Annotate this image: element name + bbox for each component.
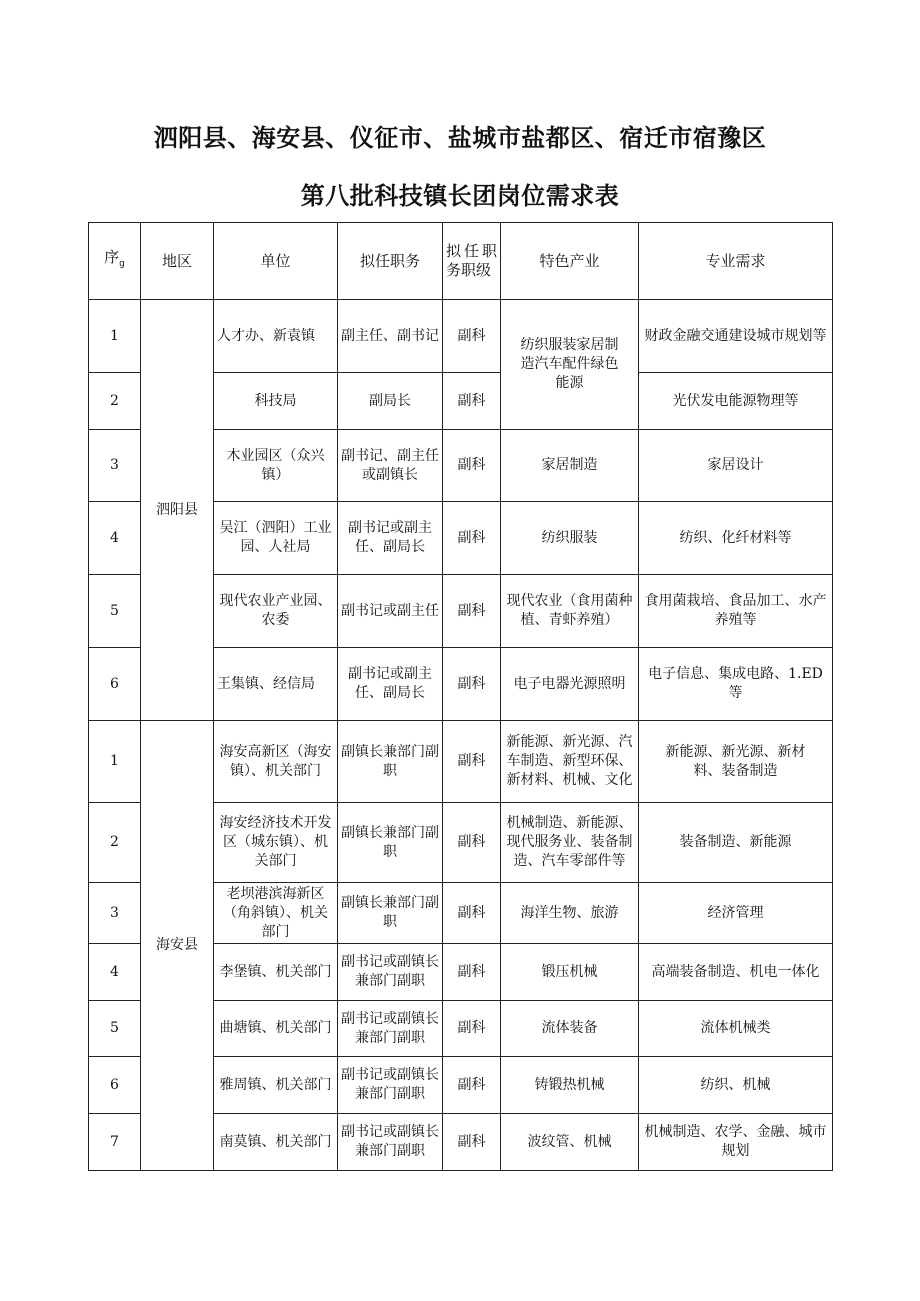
header-unit: 单位 <box>214 223 338 300</box>
header-region: 地区 <box>141 223 214 300</box>
cell-post: 副书记或副镇长兼部门副职 <box>338 944 443 1001</box>
cell-level: 副科 <box>443 721 501 803</box>
title-line-2: 第八批科技镇长团岗位需求表 <box>300 182 620 210</box>
cell-industry: 电子电器光源照明 <box>501 648 639 721</box>
cell-post: 副主任、副书记 <box>338 300 443 373</box>
cell-post: 副书记或副镇长兼部门副职 <box>338 1057 443 1114</box>
cell-post: 副书记、副主任或副镇长 <box>338 430 443 502</box>
title-line-1: 泗阳县、海安县、仪征市、盐城市盐都区、宿迁市宿豫区 <box>153 124 767 152</box>
cell-unit: 曲塘镇、机关部门 <box>214 1001 338 1057</box>
table-row <box>89 721 833 803</box>
cell-seq: 2 <box>89 803 141 883</box>
cell-seq: 3 <box>89 883 141 944</box>
cell-seq: 4 <box>89 944 141 1001</box>
cell-industry: 纺织服装家居制造汽车配件绿色能源 <box>501 300 639 430</box>
cell-post: 副书记或副镇长兼部门副职 <box>338 1114 443 1171</box>
cell-seq: 4 <box>89 502 141 575</box>
cell-unit: 人才办、新袁镇 <box>214 300 338 373</box>
cell-post: 副镇长兼部门副职 <box>338 721 443 803</box>
cell-seq: 5 <box>89 575 141 648</box>
cell-unit: 王集镇、经信局 <box>214 648 338 721</box>
cell-seq: 1 <box>89 300 141 373</box>
cell-level: 副科 <box>443 648 501 721</box>
header-level: 拟任职务职级 <box>443 223 501 300</box>
cell-need: 纺织、机械 <box>639 1057 833 1114</box>
cell-need: 经济管理 <box>639 883 833 944</box>
cell-unit: 吴江（泗阳）工业园、人社局 <box>214 502 338 575</box>
cell-industry: 海洋生物、旅游 <box>501 883 639 944</box>
cell-post: 副书记或副主任、副局长 <box>338 502 443 575</box>
cell-level: 副科 <box>443 803 501 883</box>
header-row <box>89 223 833 300</box>
cell-level: 副科 <box>443 1114 501 1171</box>
cell-industry: 锻压机械 <box>501 944 639 1001</box>
cell-post: 副局长 <box>338 373 443 430</box>
cell-industry: 波纹管、机械 <box>501 1114 639 1171</box>
table-row <box>89 300 833 373</box>
cell-unit: 现代农业产业园、农委 <box>214 575 338 648</box>
cell-industry: 铸锻热机械 <box>501 1057 639 1114</box>
cell-level: 副科 <box>443 575 501 648</box>
cell-industry: 流体装备 <box>501 1001 639 1057</box>
cell-post: 副书记或副主任、副局长 <box>338 648 443 721</box>
cell-unit: 海安经济技术开发区（城东镇）、机关部门 <box>214 803 338 883</box>
cell-level: 副科 <box>443 944 501 1001</box>
cell-seq: 7 <box>89 1114 141 1171</box>
cell-need: 高端装备制造、机电一体化 <box>639 944 833 1001</box>
cell-unit: 雅周镇、机关部门 <box>214 1057 338 1114</box>
cell-need: 流体机械类 <box>639 1001 833 1057</box>
cell-unit: 木业园区（众兴镇） <box>214 430 338 502</box>
cell-level: 副科 <box>443 430 501 502</box>
cell-region: 泗阳县 <box>141 300 214 721</box>
cell-seq: 3 <box>89 430 141 502</box>
cell-level: 副科 <box>443 373 501 430</box>
cell-unit: 李堡镇、机关部门 <box>214 944 338 1001</box>
cell-need: 新能源、新光源、新材料、装备制造 <box>639 721 833 803</box>
cell-industry: 家居制造 <box>501 430 639 502</box>
cell-post: 副镇长兼部门副职 <box>338 803 443 883</box>
cell-need: 光伏发电能源物理等 <box>639 373 833 430</box>
cell-need: 食用菌栽培、食品加工、水产养殖等 <box>639 575 833 648</box>
cell-level: 副科 <box>443 1057 501 1114</box>
header-post: 拟任职务 <box>338 223 443 300</box>
cell-need: 机械制造、农学、金融、城市规划 <box>639 1114 833 1171</box>
cell-level: 副科 <box>443 1001 501 1057</box>
cell-seq: 2 <box>89 373 141 430</box>
cell-level: 副科 <box>443 300 501 373</box>
cell-level: 副科 <box>443 502 501 575</box>
requirements-table <box>88 222 833 1171</box>
cell-need: 装备制造、新能源 <box>639 803 833 883</box>
cell-unit: 南莫镇、机关部门 <box>214 1114 338 1171</box>
cell-industry: 新能源、新光源、汽车制造、新型环保、新材料、机械、文化 <box>501 721 639 803</box>
header-need: 专业需求 <box>639 223 833 300</box>
cell-unit: 老坝港滨海新区（角斜镇）、机关部门 <box>214 883 338 944</box>
cell-need: 纺织、化纤材料等 <box>639 502 833 575</box>
cell-seq: 6 <box>89 648 141 721</box>
cell-unit: 海安高新区（海安镇）、机关部门 <box>214 721 338 803</box>
header-industry: 特色产业 <box>501 223 639 300</box>
cell-unit: 科技局 <box>214 373 338 430</box>
cell-need: 家居设计 <box>639 430 833 502</box>
cell-region: 海安县 <box>141 721 214 1171</box>
header-seq: 序$_g$ <box>89 223 141 300</box>
cell-post: 副书记或副镇长兼部门副职 <box>338 1001 443 1057</box>
cell-seq: 6 <box>89 1057 141 1114</box>
cell-industry: 现代农业（食用菌种植、青虾养殖） <box>501 575 639 648</box>
cell-need: 电子信息、集成电路、1.ED等 <box>639 648 833 721</box>
cell-need: 财政金融交通建设城市规划等 <box>639 300 833 373</box>
cell-industry: 机械制造、新能源、现代服务业、装备制造、汽车零部件等 <box>501 803 639 883</box>
cell-industry: 纺织服装 <box>501 502 639 575</box>
cell-level: 副科 <box>443 883 501 944</box>
cell-seq: 1 <box>89 721 141 803</box>
cell-seq: 5 <box>89 1001 141 1057</box>
cell-post: 副书记或副主任 <box>338 575 443 648</box>
cell-post: 副镇长兼部门副职 <box>338 883 443 944</box>
